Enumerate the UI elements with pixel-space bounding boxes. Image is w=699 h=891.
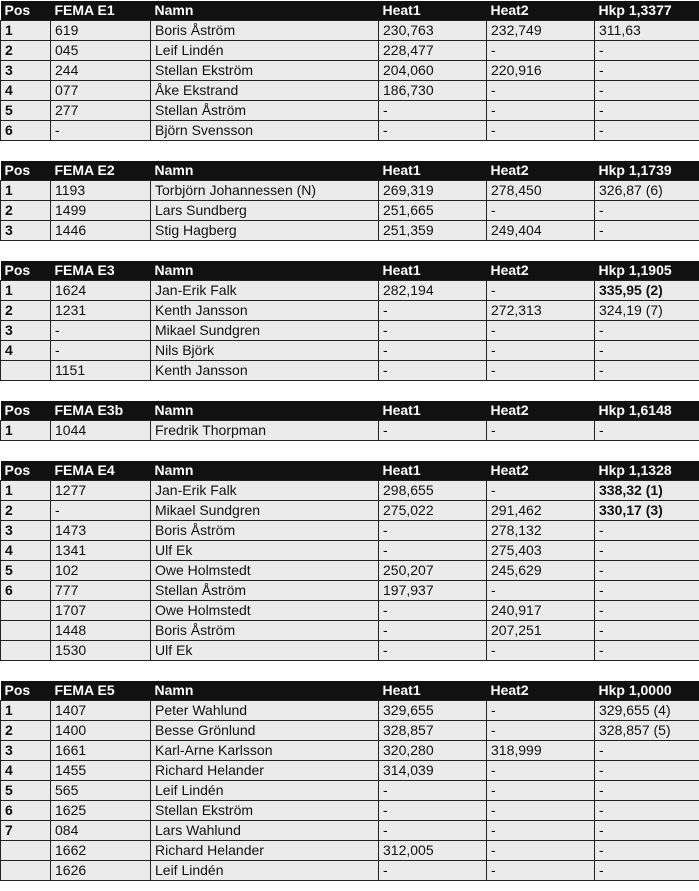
table-row <box>1 521 699 541</box>
table-row <box>1 481 699 501</box>
heat1-cell: 328,857 <box>379 721 487 741</box>
fema-number-cell: 777 <box>51 581 151 601</box>
heat2-cell: - <box>487 761 595 781</box>
heat2-cell: 245,629 <box>487 561 595 581</box>
heat1-cell: 312,005 <box>379 841 487 861</box>
table-row <box>1 721 699 741</box>
pos-cell: 3 <box>1 61 51 81</box>
heat1-cell: - <box>379 101 487 121</box>
hkp-cell: 324,19 (7) <box>595 301 699 321</box>
hkp-cell: 335,95 (2) <box>595 281 699 301</box>
fema-number-cell: 244 <box>51 61 151 81</box>
hkp-header: Hkp 1,1905 <box>595 261 699 281</box>
heat1-cell: - <box>379 341 487 361</box>
hkp-header: Hkp 1,6148 <box>595 401 699 421</box>
heat2-cell: 272,313 <box>487 301 595 321</box>
table-header-row <box>1 1 699 21</box>
driver-name-cell: Boris Åström <box>151 21 379 41</box>
heat2-cell: - <box>487 481 595 501</box>
heat2-cell: - <box>487 721 595 741</box>
hkp-cell: - <box>595 421 699 441</box>
heat1-cell: 329,655 <box>379 701 487 721</box>
pos-header: Pos <box>1 401 51 421</box>
table-row <box>1 781 699 801</box>
table-row <box>1 21 699 41</box>
heat1-cell: 250,207 <box>379 561 487 581</box>
driver-name-cell: Stig Hagberg <box>151 221 379 241</box>
hkp-cell: 328,857 (5) <box>595 721 699 741</box>
table-row <box>1 201 699 221</box>
pos-cell <box>1 621 51 641</box>
class-header: FEMA E5 <box>51 681 151 701</box>
hkp-cell: - <box>595 761 699 781</box>
heat1-cell: 269,319 <box>379 181 487 201</box>
heat2-cell: - <box>487 421 595 441</box>
heat1-header: Heat1 <box>379 161 487 181</box>
hkp-cell: - <box>595 581 699 601</box>
heat2-cell: 207,251 <box>487 621 595 641</box>
driver-name-cell: Stellan Ekström <box>151 61 379 81</box>
fema-number-cell: 1400 <box>51 721 151 741</box>
pos-cell: 3 <box>1 321 51 341</box>
pos-cell: 4 <box>1 341 51 361</box>
table-row <box>1 861 699 881</box>
pos-cell: 2 <box>1 501 51 521</box>
fema-number-cell: 1624 <box>51 281 151 301</box>
table-row <box>1 641 699 661</box>
table-row <box>1 741 699 761</box>
heat2-cell: - <box>487 861 595 881</box>
heat2-cell: - <box>487 361 595 381</box>
table-row <box>1 501 699 521</box>
table-header-row <box>1 261 699 281</box>
pos-cell: 1 <box>1 21 51 41</box>
pos-cell <box>1 861 51 881</box>
hkp-header: Hkp 1,0000 <box>595 681 699 701</box>
pos-cell: 6 <box>1 121 51 141</box>
table-row <box>1 61 699 81</box>
hkp-cell: - <box>595 321 699 341</box>
heat2-cell: 240,917 <box>487 601 595 621</box>
fema-number-cell: 1193 <box>51 181 151 201</box>
heat2-cell: - <box>487 101 595 121</box>
heat2-cell: - <box>487 581 595 601</box>
table-row <box>1 841 699 861</box>
driver-name-cell: Jan-Erik Falk <box>151 281 379 301</box>
hkp-cell: - <box>595 541 699 561</box>
table-row <box>1 121 699 141</box>
hkp-header: Hkp 1,1739 <box>595 161 699 181</box>
fema-number-cell: - <box>51 321 151 341</box>
driver-name-cell: Kenth Jansson <box>151 361 379 381</box>
pos-cell: 1 <box>1 481 51 501</box>
heat2-cell: 232,749 <box>487 21 595 41</box>
heat2-cell: - <box>487 781 595 801</box>
heat1-cell: 230,763 <box>379 21 487 41</box>
driver-name-cell: Leif Lindén <box>151 41 379 61</box>
heat2-header: Heat2 <box>487 461 595 481</box>
fema-number-cell: 1455 <box>51 761 151 781</box>
pos-cell: 3 <box>1 521 51 541</box>
heat2-cell: - <box>487 841 595 861</box>
pos-cell: 1 <box>1 181 51 201</box>
table-row <box>1 701 699 721</box>
name-header: Namn <box>151 1 379 21</box>
name-header: Namn <box>151 261 379 281</box>
heat2-cell: - <box>487 821 595 841</box>
fema-number-cell: 1277 <box>51 481 151 501</box>
heat2-cell: - <box>487 701 595 721</box>
heat1-header: Heat1 <box>379 401 487 421</box>
fema-number-cell: - <box>51 341 151 361</box>
heat1-cell: - <box>379 601 487 621</box>
driver-name-cell: Karl-Arne Karlsson <box>151 741 379 761</box>
driver-name-cell: Leif Lindén <box>151 861 379 881</box>
driver-name-cell: Lars Wahlund <box>151 821 379 841</box>
heat1-cell: 251,359 <box>379 221 487 241</box>
class-header: FEMA E3 <box>51 261 151 281</box>
driver-name-cell: Peter Wahlund <box>151 701 379 721</box>
pos-cell: 2 <box>1 41 51 61</box>
driver-name-cell: Stellan Åström <box>151 581 379 601</box>
heat1-cell: - <box>379 641 487 661</box>
heat2-cell: - <box>487 41 595 61</box>
table-row <box>1 621 699 641</box>
hkp-cell: - <box>595 841 699 861</box>
table-row <box>1 761 699 781</box>
driver-name-cell: Richard Helander <box>151 841 379 861</box>
class-results-table <box>0 401 699 441</box>
heat2-cell: 278,450 <box>487 181 595 201</box>
pos-cell: 2 <box>1 301 51 321</box>
table-row <box>1 421 699 441</box>
hkp-header: Hkp 1,1328 <box>595 461 699 481</box>
fema-number-cell: 1662 <box>51 841 151 861</box>
fema-number-cell: 619 <box>51 21 151 41</box>
hkp-header: Hkp 1,3377 <box>595 1 699 21</box>
heat1-cell: 314,039 <box>379 761 487 781</box>
fema-number-cell: 1407 <box>51 701 151 721</box>
fema-number-cell: 1231 <box>51 301 151 321</box>
fema-number-cell: 045 <box>51 41 151 61</box>
heat1-cell: - <box>379 421 487 441</box>
heat2-cell: 291,462 <box>487 501 595 521</box>
table-row <box>1 821 699 841</box>
heat1-cell: 320,280 <box>379 741 487 761</box>
driver-name-cell: Björn Svensson <box>151 121 379 141</box>
hkp-cell: - <box>595 341 699 361</box>
table-row <box>1 281 699 301</box>
fema-number-cell: 1151 <box>51 361 151 381</box>
fema-number-cell: - <box>51 501 151 521</box>
table-row <box>1 321 699 341</box>
heat2-cell: 278,132 <box>487 521 595 541</box>
heat2-cell: - <box>487 121 595 141</box>
hkp-cell: 326,87 (6) <box>595 181 699 201</box>
driver-name-cell: Nils Björk <box>151 341 379 361</box>
table-header-row <box>1 681 699 701</box>
table-row <box>1 361 699 381</box>
hkp-cell: - <box>595 61 699 81</box>
driver-name-cell: Owe Holmstedt <box>151 561 379 581</box>
table-row <box>1 181 699 201</box>
pos-header: Pos <box>1 161 51 181</box>
heat1-cell: - <box>379 621 487 641</box>
hkp-cell: - <box>595 521 699 541</box>
driver-name-cell: Ulf Ek <box>151 641 379 661</box>
heat1-cell: - <box>379 301 487 321</box>
driver-name-cell: Kenth Jansson <box>151 301 379 321</box>
heat2-cell: 249,404 <box>487 221 595 241</box>
pos-cell <box>1 601 51 621</box>
table-header-row <box>1 161 699 181</box>
heat1-cell: 204,060 <box>379 61 487 81</box>
driver-name-cell: Boris Åström <box>151 521 379 541</box>
hkp-cell: - <box>595 741 699 761</box>
fema-number-cell: 565 <box>51 781 151 801</box>
driver-name-cell: Fredrik Thorpman <box>151 421 379 441</box>
driver-name-cell: Åke Ekstrand <box>151 81 379 101</box>
fema-number-cell: 1341 <box>51 541 151 561</box>
heat1-header: Heat1 <box>379 681 487 701</box>
fema-number-cell: 102 <box>51 561 151 581</box>
heat2-cell: - <box>487 641 595 661</box>
class-header: FEMA E2 <box>51 161 151 181</box>
class-header: FEMA E3b <box>51 401 151 421</box>
hkp-cell: - <box>595 601 699 621</box>
heat2-cell: 275,403 <box>487 541 595 561</box>
pos-cell: 2 <box>1 201 51 221</box>
table-row <box>1 301 699 321</box>
heat2-cell: 220,916 <box>487 61 595 81</box>
class-header: FEMA E4 <box>51 461 151 481</box>
heat2-cell: - <box>487 201 595 221</box>
hkp-cell: - <box>595 641 699 661</box>
fema-number-cell: - <box>51 121 151 141</box>
hkp-cell: - <box>595 781 699 801</box>
table-row <box>1 221 699 241</box>
heat1-cell: 186,730 <box>379 81 487 101</box>
pos-cell: 4 <box>1 761 51 781</box>
driver-name-cell: Stellan Åström <box>151 101 379 121</box>
pos-cell: 4 <box>1 81 51 101</box>
table-row <box>1 41 699 61</box>
table-header-row <box>1 461 699 481</box>
table-row <box>1 541 699 561</box>
hkp-cell: 311,63 <box>595 21 699 41</box>
fema-number-cell: 1446 <box>51 221 151 241</box>
heat1-header: Heat1 <box>379 261 487 281</box>
heat1-cell: - <box>379 361 487 381</box>
pos-cell: 3 <box>1 741 51 761</box>
class-header: FEMA E1 <box>51 1 151 21</box>
hkp-cell: - <box>595 201 699 221</box>
pos-cell: 2 <box>1 721 51 741</box>
pos-cell: 1 <box>1 701 51 721</box>
heat1-cell: 275,022 <box>379 501 487 521</box>
pos-cell: 1 <box>1 421 51 441</box>
table-header-row <box>1 401 699 421</box>
heat1-cell: - <box>379 821 487 841</box>
driver-name-cell: Jan-Erik Falk <box>151 481 379 501</box>
driver-name-cell: Ulf Ek <box>151 541 379 561</box>
hkp-cell: - <box>595 561 699 581</box>
fema-number-cell: 084 <box>51 821 151 841</box>
fema-number-cell: 1707 <box>51 601 151 621</box>
hkp-cell: - <box>595 121 699 141</box>
heat1-cell: 282,194 <box>379 281 487 301</box>
heat2-cell: - <box>487 801 595 821</box>
heat2-header: Heat2 <box>487 161 595 181</box>
name-header: Namn <box>151 461 379 481</box>
heat1-cell: - <box>379 541 487 561</box>
pos-cell <box>1 641 51 661</box>
hkp-cell: 338,32 (1) <box>595 481 699 501</box>
driver-name-cell: Torbjörn Johannessen (N) <box>151 181 379 201</box>
heat1-header: Heat1 <box>379 461 487 481</box>
heat2-cell: - <box>487 341 595 361</box>
heat1-cell: 197,937 <box>379 581 487 601</box>
name-header: Namn <box>151 401 379 421</box>
name-header: Namn <box>151 161 379 181</box>
fema-number-cell: 1044 <box>51 421 151 441</box>
pos-cell: 5 <box>1 781 51 801</box>
hkp-cell: - <box>595 81 699 101</box>
hkp-cell: - <box>595 101 699 121</box>
fema-number-cell: 1626 <box>51 861 151 881</box>
driver-name-cell: Mikael Sundgren <box>151 501 379 521</box>
heat1-cell: 298,655 <box>379 481 487 501</box>
heat2-cell: - <box>487 281 595 301</box>
table-row <box>1 561 699 581</box>
pos-cell <box>1 841 51 861</box>
table-row <box>1 81 699 101</box>
heat2-header: Heat2 <box>487 1 595 21</box>
heat2-cell: 318,999 <box>487 741 595 761</box>
pos-cell <box>1 361 51 381</box>
heat2-cell: - <box>487 81 595 101</box>
heat1-header: Heat1 <box>379 1 487 21</box>
heat1-cell: - <box>379 861 487 881</box>
driver-name-cell: Stellan Ekström <box>151 801 379 821</box>
heat1-cell: - <box>379 781 487 801</box>
table-row <box>1 801 699 821</box>
fema-number-cell: 277 <box>51 101 151 121</box>
heat1-cell: - <box>379 521 487 541</box>
driver-name-cell: Mikael Sundgren <box>151 321 379 341</box>
fema-number-cell: 1625 <box>51 801 151 821</box>
class-results-table <box>0 1 699 141</box>
hkp-cell: - <box>595 621 699 641</box>
fema-number-cell: 1448 <box>51 621 151 641</box>
hkp-cell: - <box>595 861 699 881</box>
pos-cell: 6 <box>1 581 51 601</box>
pos-cell: 5 <box>1 561 51 581</box>
table-row <box>1 601 699 621</box>
hkp-cell: - <box>595 221 699 241</box>
heat2-cell: - <box>487 321 595 341</box>
pos-header: Pos <box>1 681 51 701</box>
heat1-cell: 228,477 <box>379 41 487 61</box>
heat1-cell: 251,665 <box>379 201 487 221</box>
hkp-cell: - <box>595 361 699 381</box>
heat1-cell: - <box>379 321 487 341</box>
class-results-table <box>0 461 699 661</box>
pos-cell: 3 <box>1 221 51 241</box>
driver-name-cell: Leif Lindén <box>151 781 379 801</box>
fema-number-cell: 077 <box>51 81 151 101</box>
heat1-cell: - <box>379 801 487 821</box>
hkp-cell: - <box>595 821 699 841</box>
hkp-cell: 329,655 (4) <box>595 701 699 721</box>
class-results-table <box>0 261 699 381</box>
driver-name-cell: Owe Holmstedt <box>151 601 379 621</box>
table-row <box>1 581 699 601</box>
driver-name-cell: Boris Åström <box>151 621 379 641</box>
pos-cell: 1 <box>1 281 51 301</box>
pos-header: Pos <box>1 461 51 481</box>
pos-header: Pos <box>1 1 51 21</box>
heat2-header: Heat2 <box>487 401 595 421</box>
pos-cell: 6 <box>1 801 51 821</box>
fema-number-cell: 1499 <box>51 201 151 221</box>
table-row <box>1 341 699 361</box>
heat1-cell: - <box>379 121 487 141</box>
fema-number-cell: 1473 <box>51 521 151 541</box>
heat2-header: Heat2 <box>487 681 595 701</box>
fema-number-cell: 1530 <box>51 641 151 661</box>
name-header: Namn <box>151 681 379 701</box>
hkp-cell: 330,17 (3) <box>595 501 699 521</box>
driver-name-cell: Richard Helander <box>151 761 379 781</box>
pos-cell: 7 <box>1 821 51 841</box>
class-results-table <box>0 681 699 881</box>
class-results-table <box>0 161 699 241</box>
table-row <box>1 101 699 121</box>
fema-number-cell: 1661 <box>51 741 151 761</box>
hkp-cell: - <box>595 41 699 61</box>
pos-cell: 4 <box>1 541 51 561</box>
hkp-cell: - <box>595 801 699 821</box>
driver-name-cell: Lars Sundberg <box>151 201 379 221</box>
driver-name-cell: Besse Grönlund <box>151 721 379 741</box>
pos-cell: 5 <box>1 101 51 121</box>
heat2-header: Heat2 <box>487 261 595 281</box>
pos-header: Pos <box>1 261 51 281</box>
